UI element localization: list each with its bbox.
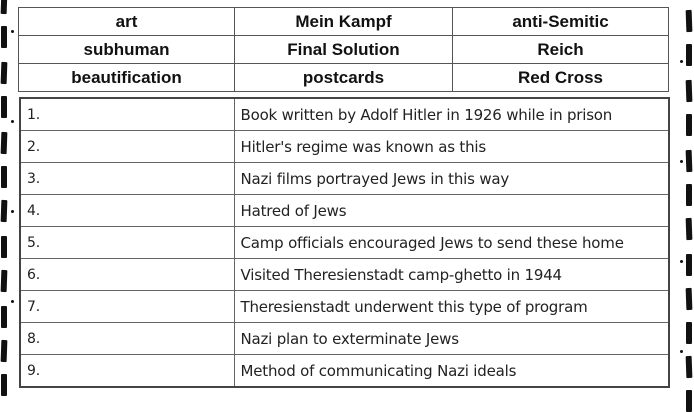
border-dot [11, 120, 14, 123]
clue-text: Method of communicating Nazi ideals [234, 355, 669, 388]
border-dot [680, 260, 683, 263]
clue-row [20, 259, 669, 291]
border-dot [11, 210, 14, 213]
clue-number: 1. [20, 98, 234, 131]
word-bank-row [19, 36, 669, 64]
clue-number: 7. [20, 291, 234, 323]
clue-number: 8. [20, 323, 234, 355]
clue-row [20, 163, 669, 195]
clue-number: 2. [20, 131, 234, 163]
clue-text: Hitler's regime was known as this [234, 131, 669, 163]
border-dot [11, 300, 14, 303]
clue-number: 9. [20, 355, 234, 388]
clue-row [20, 291, 669, 323]
right-border-decoration [685, 0, 694, 405]
clue-text: Book written by Adolf Hitler in 1926 while in prison [234, 98, 669, 131]
word-bank-term: Reich [453, 36, 669, 64]
border-dot [680, 160, 683, 163]
word-bank-term: anti-Semitic [453, 8, 669, 36]
clue-number: 6. [20, 259, 234, 291]
clue-text: Camp officials encouraged Jews to send these home [234, 227, 669, 259]
clue-row [20, 195, 669, 227]
word-bank-term: art [19, 8, 235, 36]
clue-row [20, 355, 669, 388]
border-dot [11, 30, 14, 33]
word-bank-term: Final Solution [235, 36, 453, 64]
border-dot [680, 350, 683, 353]
border-dot [680, 60, 683, 63]
clue-text: Theresienstadt underwent this type of program [234, 291, 669, 323]
left-border-decoration [0, 0, 9, 405]
word-bank-term: beautification [19, 64, 235, 92]
word-bank-row [19, 8, 669, 36]
clue-row [20, 323, 669, 355]
clues-table [19, 97, 670, 388]
clue-text: Visited Theresienstadt camp-ghetto in 1944 [234, 259, 669, 291]
clue-text: Nazi films portrayed Jews in this way [234, 163, 669, 195]
clue-number: 5. [20, 227, 234, 259]
clue-row [20, 131, 669, 163]
word-bank-term: subhuman [19, 36, 235, 64]
clue-number: 4. [20, 195, 234, 227]
clue-text: Hatred of Jews [234, 195, 669, 227]
word-bank-term: Red Cross [453, 64, 669, 92]
word-bank-term: Mein Kampf [235, 8, 453, 36]
clue-row [20, 98, 669, 131]
word-bank-term: postcards [235, 64, 453, 92]
word-bank-row [19, 64, 669, 92]
clue-row [20, 227, 669, 259]
clue-text: Nazi plan to exterminate Jews [234, 323, 669, 355]
word-bank-table [18, 7, 669, 92]
clue-number: 3. [20, 163, 234, 195]
